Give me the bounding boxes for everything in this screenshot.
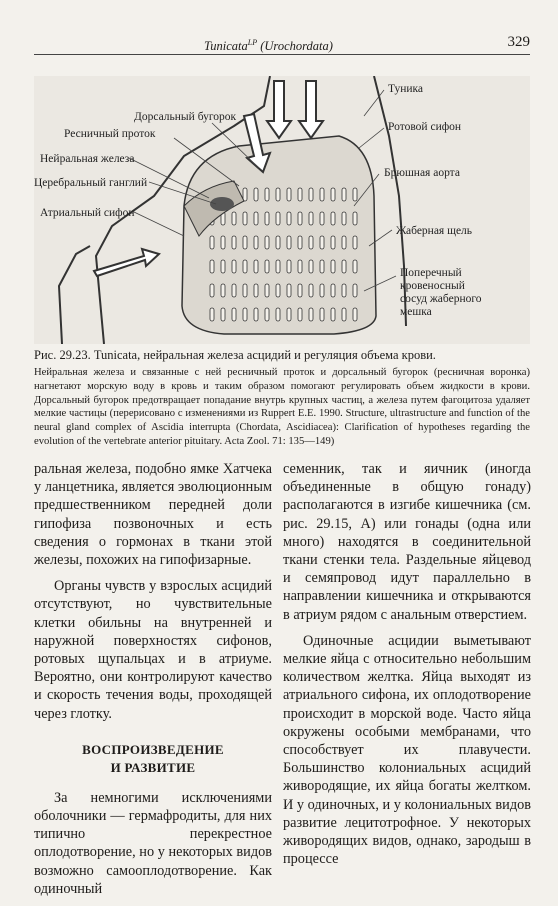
page-number: 329 xyxy=(507,34,530,50)
gill-slit xyxy=(243,212,247,225)
gill-slit xyxy=(287,212,291,225)
gill-slit xyxy=(309,188,313,201)
gill-slit xyxy=(353,188,357,201)
right-column xyxy=(283,460,531,876)
gill-slit xyxy=(342,188,346,201)
gill-slit xyxy=(210,260,214,273)
right-paragraph-2: Одиночные асцидии выметывают мелкие яйца с относительно небольшим количеством желтка. Яйца выходят из атриального сифона, их оплодотворение происходит в морской воде. Часто яйца окружены особыми мембранами, что способствует их плавучести. Большинство колониальных асцидий живородящие, их яйца богаты желтком. И у одиночных, и у колониальных видов развитие лецитотрофное. У некоторых живородящих видов, однако, зародыш в процессе xyxy=(283,632,531,868)
gill-slit xyxy=(265,260,269,273)
gill-slit xyxy=(243,260,247,273)
gill-slit xyxy=(298,308,302,321)
gill-slit xyxy=(243,284,247,297)
gill-slit xyxy=(232,236,236,249)
gill-slit xyxy=(276,236,280,249)
gill-slit xyxy=(243,236,247,249)
gill-slit xyxy=(298,212,302,225)
gill-slit xyxy=(254,308,258,321)
left-paragraph-3: За немногими исключениями оболочники — гермафродиты, для них типично перекрестное оплодотворение, но у некоторых видов возможно самооплодотворение. Как одиночный xyxy=(34,789,272,897)
gill-slit xyxy=(287,236,291,249)
right-paragraph-1: семенник, так и яичник (иногда объединенные в общую гонаду) располагаются в изгибе кишечника (см. рис. 29.15, А) или гонады (одна или много) находятся в соединительной ткани стенки тела. Раздельные яйцевод и семяпровод идут параллельно в направлении кишечника и открываются в атриум рядом с анальным отверстием. xyxy=(283,461,531,623)
label-dorsal-tubercle: Дорсальный бугорок xyxy=(134,111,237,123)
gill-slit xyxy=(276,212,280,225)
gill-slit xyxy=(320,188,324,201)
gill-slit xyxy=(232,212,236,225)
label-cerebral-ganglion: Церебральный ганглий xyxy=(34,177,148,189)
figure-ascidian-neural-gland xyxy=(34,76,530,344)
gill-slit xyxy=(221,284,225,297)
gill-slit xyxy=(320,260,324,273)
left-column xyxy=(34,460,272,906)
running-title: Tunicata$^{LP}$ (Urochordata) xyxy=(204,38,333,54)
gill-slit xyxy=(342,308,346,321)
gill-slit xyxy=(309,308,313,321)
gill-slit xyxy=(232,260,236,273)
gill-slit xyxy=(309,284,313,297)
figure-caption-body: Нейральная железа и связанные с ней ресничный проток и дорсальный бугорок (ресничная воронка) нагнетают морскую воду в кровь и таким образом помогают регулировать объем жидкости в крови. Дорсальный бугорок предотвращает попадание внутрь крупных частиц, а железа путем фагоцитоза удаляет мелкие частицы (перерисовано с изменениями из Ruppert E.E. 1990. Structure, ultrastructure and function of the neural gland complex of Ascidia interrupta (Chordata, Ascidiacea): Clarification of hypotheses regarding the evolution of the vertebrate anterior pituitary. Acta Zool. 71: 135—149) xyxy=(34,367,530,447)
gill-slit xyxy=(287,260,291,273)
figure-illustration xyxy=(34,76,530,344)
gill-slit xyxy=(353,236,357,249)
gill-slit xyxy=(276,188,280,201)
gill-slit xyxy=(320,236,324,249)
gill-slit xyxy=(320,284,324,297)
gill-slit xyxy=(331,212,335,225)
left-paragraph-1: ральная железа, подобно ямке Хатчека у ланцетника, является эволюционным предшественником передней доли гипофиза позвоночных и есть сведения о гормонах в ткани этой железы, похожих на гипофизарные. xyxy=(34,461,272,569)
gill-slit xyxy=(342,212,346,225)
gill-slit xyxy=(309,212,313,225)
gill-slit xyxy=(276,284,280,297)
gill-slit xyxy=(254,212,258,225)
section-heading-line-2: И РАЗВИТИЕ xyxy=(110,759,196,775)
gill-slit xyxy=(210,236,214,249)
gill-slit xyxy=(254,284,258,297)
gill-slit xyxy=(221,236,225,249)
gill-slit xyxy=(353,284,357,297)
gill-slit xyxy=(298,188,302,201)
gill-slit xyxy=(331,260,335,273)
gill-slit xyxy=(265,284,269,297)
gill-slit xyxy=(342,260,346,273)
label-transverse-vessel-2: кровеносный xyxy=(400,280,465,292)
gill-slit xyxy=(221,260,225,273)
gill-slit xyxy=(353,308,357,321)
gill-slit xyxy=(287,308,291,321)
gill-slit xyxy=(342,284,346,297)
section-heading xyxy=(34,741,272,777)
gill-slit xyxy=(287,188,291,201)
gill-slit xyxy=(265,188,269,201)
cerebral-ganglion-shape xyxy=(210,197,234,211)
gill-slit xyxy=(276,260,280,273)
gill-slit xyxy=(353,260,357,273)
gill-slit xyxy=(254,260,258,273)
gill-slit xyxy=(320,308,324,321)
gill-slit xyxy=(276,308,280,321)
gill-slit xyxy=(265,212,269,225)
gill-slit xyxy=(298,284,302,297)
label-transverse-vessel-4: мешка xyxy=(400,306,432,318)
gill-slit xyxy=(309,236,313,249)
label-atrial-siphon: Атриальный сифон xyxy=(40,207,135,219)
gill-slit xyxy=(265,236,269,249)
gill-slit xyxy=(298,260,302,273)
label-tunic: Туника xyxy=(388,83,424,95)
gill-slit xyxy=(287,284,291,297)
label-transverse-vessel-1: Поперечный xyxy=(400,267,462,279)
gill-slit xyxy=(232,284,236,297)
gill-slit xyxy=(210,308,214,321)
label-ciliated-duct: Ресничный проток xyxy=(64,128,156,140)
gill-slit xyxy=(221,308,225,321)
label-neural-gland: Нейральная железа xyxy=(40,153,135,165)
section-heading-line-1: ВОСПРОИЗВЕДЕНИЕ xyxy=(82,741,224,757)
gill-slit xyxy=(254,188,258,201)
label-gill-slit: Жаберная щель xyxy=(396,225,473,237)
gill-slit xyxy=(254,236,258,249)
gill-slit xyxy=(210,284,214,297)
gill-slit xyxy=(342,236,346,249)
label-oral-siphon: Ротовой сифон xyxy=(388,121,462,133)
figure-caption-title: Рис. 29.23. Tunicata, нейральная железа асцидий и регуляция объема крови. xyxy=(34,348,436,362)
gill-slit xyxy=(309,260,313,273)
label-transverse-vessel-3: сосуд жаберного xyxy=(400,293,482,305)
gill-slit xyxy=(298,236,302,249)
gill-slit xyxy=(331,284,335,297)
left-paragraph-2: Органы чувств у взрослых асцидий отсутствуют, но чувствительные клетки обильны на внутренней и наружной поверхностях сифонов, ротовых щупальцах и в атриуме. Вероятно, они контролируют качество и скорость течения воды, проходящей через глотку. xyxy=(34,578,272,722)
label-ventral-aorta: Брюшная аорта xyxy=(384,167,460,179)
gill-slit xyxy=(331,236,335,249)
gill-slit xyxy=(331,308,335,321)
gill-slit xyxy=(232,308,236,321)
gill-slit xyxy=(353,212,357,225)
running-header xyxy=(34,32,530,55)
gill-slit xyxy=(243,308,247,321)
gill-slit xyxy=(331,188,335,201)
gill-slit xyxy=(320,212,324,225)
gill-slit xyxy=(243,188,247,201)
gill-slit xyxy=(265,308,269,321)
